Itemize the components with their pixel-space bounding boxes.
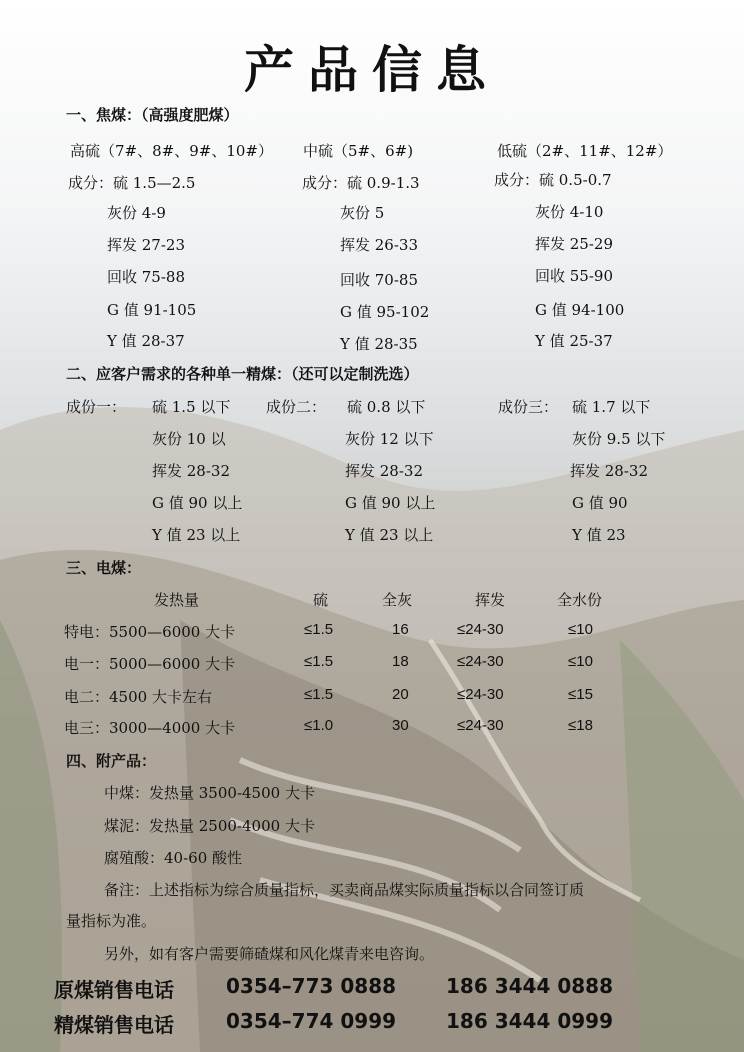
y-value: Y 值 28-35 [340, 335, 418, 353]
g-value: G 值 90 以上 [345, 494, 436, 512]
page-title: 产品信息 [244, 40, 500, 99]
mobile-number[interactable]: 186 3444 0999 [446, 1009, 614, 1033]
g-value: G 值 90 以上 [152, 494, 243, 512]
remark-line-2: 量指标为准。 [66, 912, 157, 930]
phone-number[interactable]: 0354–773 0888 [226, 974, 397, 998]
volatile: 挥发 27-23 [107, 236, 186, 254]
composition: 成分：硫 0.9-1.3 [302, 174, 420, 192]
volatile: 挥发 28-32 [152, 462, 231, 480]
sulfur: 硫 1.5 以下 [152, 398, 231, 416]
sulfur: 硫 1.7 以下 [572, 398, 651, 416]
column-header: 挥发 [475, 591, 506, 609]
table-cell: 特电：5500—6000 大卡 [64, 623, 236, 641]
table-cell: ≤24-30 [457, 653, 504, 670]
table-cell: 电三：3000—4000 大卡 [64, 719, 236, 737]
by-product-item: 中煤：发热量 3500-4500 大卡 [104, 784, 315, 802]
composition: 成分：硫 1.5—2.5 [68, 174, 196, 192]
phone-number[interactable]: 0354–774 0999 [226, 1009, 397, 1033]
table-cell: ≤24-30 [457, 686, 504, 703]
table-cell: ≤1.5 [304, 686, 334, 703]
table-cell: 电二：4500 大卡左右 [64, 688, 212, 706]
ash: 灰份 5 [340, 204, 385, 222]
composition: 成分：硫 0.5-0.7 [494, 171, 612, 189]
volatile: 挥发 28-32 [570, 462, 649, 480]
table-cell: 30 [392, 717, 409, 734]
g-value: G 值 95-102 [340, 303, 430, 321]
g-value: G 值 91-105 [107, 301, 197, 319]
coal-grade-name: 高硫（7#、8#、9#、10#） [70, 142, 273, 160]
g-value: G 值 94-100 [535, 301, 625, 319]
by-product-item: 腐殖酸：40-60 酸性 [104, 849, 243, 867]
table-cell: ≤1.5 [304, 653, 334, 670]
ash: 灰份 9.5 以下 [572, 430, 666, 448]
coal-grade-name: 中硫（5#、6#) [303, 142, 414, 160]
coal-grade-name: 低硫（2#、11#、12#） [497, 142, 673, 160]
ash: 灰份 4-9 [107, 204, 166, 222]
spec-label: 成份三： [498, 398, 559, 416]
ash: 灰份 4-10 [535, 203, 604, 221]
contact-label: 原煤销售电话 [54, 978, 174, 1002]
section-clean-coal-heading: 二、应客户需求的各种单一精煤：（还可以定制洗选） [66, 365, 419, 383]
recovery: 回收 55-90 [535, 267, 614, 285]
additional-note: 另外，如有客户需要筛碴煤和风化煤青来电咨询。 [104, 945, 435, 963]
recovery: 回收 70-85 [340, 271, 419, 289]
table-cell: ≤10 [568, 653, 593, 670]
table-cell: ≤1.0 [304, 717, 334, 734]
table-cell: ≤10 [568, 621, 593, 638]
y-value: Y 值 23 [572, 526, 626, 544]
section-power-coal-heading: 三、电煤： [66, 559, 142, 577]
contact-label: 精煤销售电话 [54, 1013, 174, 1037]
volatile: 挥发 26-33 [340, 236, 419, 254]
g-value: G 值 90 [572, 494, 628, 512]
y-value: Y 值 23 以上 [345, 526, 434, 544]
table-cell: ≤24-30 [457, 717, 504, 734]
table-cell: ≤24-30 [457, 621, 504, 638]
by-product-item: 煤泥：发热量 2500-4000 大卡 [104, 817, 315, 835]
table-cell: 18 [392, 653, 409, 670]
sulfur: 硫 0.8 以下 [347, 398, 426, 416]
table-cell: 16 [392, 621, 409, 638]
section-coking-coal-heading: 一、焦煤：（高强度肥煤） [66, 106, 239, 124]
ash: 灰份 10 以 [152, 430, 226, 448]
table-cell: 20 [392, 686, 409, 703]
spec-label: 成份二： [266, 398, 327, 416]
y-value: Y 值 25-37 [535, 332, 613, 350]
ash: 灰份 12 以下 [345, 430, 434, 448]
remark-line-1: 备注：上述指标为综合质量指标，买卖商品煤实际质量指标以合同签订质 [104, 881, 585, 899]
volatile: 挥发 25-29 [535, 235, 614, 253]
volatile: 挥发 28-32 [345, 462, 424, 480]
table-cell: ≤15 [568, 686, 593, 703]
table-cell: ≤1.5 [304, 621, 334, 638]
y-value: Y 值 23 以上 [152, 526, 241, 544]
column-header: 发热量 [154, 591, 200, 609]
table-cell: ≤18 [568, 717, 593, 734]
spec-label: 成份一： [66, 398, 127, 416]
mobile-number[interactable]: 186 3444 0888 [446, 974, 614, 998]
section-by-products-heading: 四、附产品： [66, 752, 157, 770]
table-cell: 电一：5000—6000 大卡 [64, 655, 236, 673]
recovery: 回收 75-88 [107, 268, 186, 286]
column-header: 硫 [313, 591, 329, 609]
y-value: Y 值 28-37 [107, 332, 185, 350]
column-header: 全灰 [382, 591, 413, 609]
column-header: 全水份 [557, 591, 603, 609]
